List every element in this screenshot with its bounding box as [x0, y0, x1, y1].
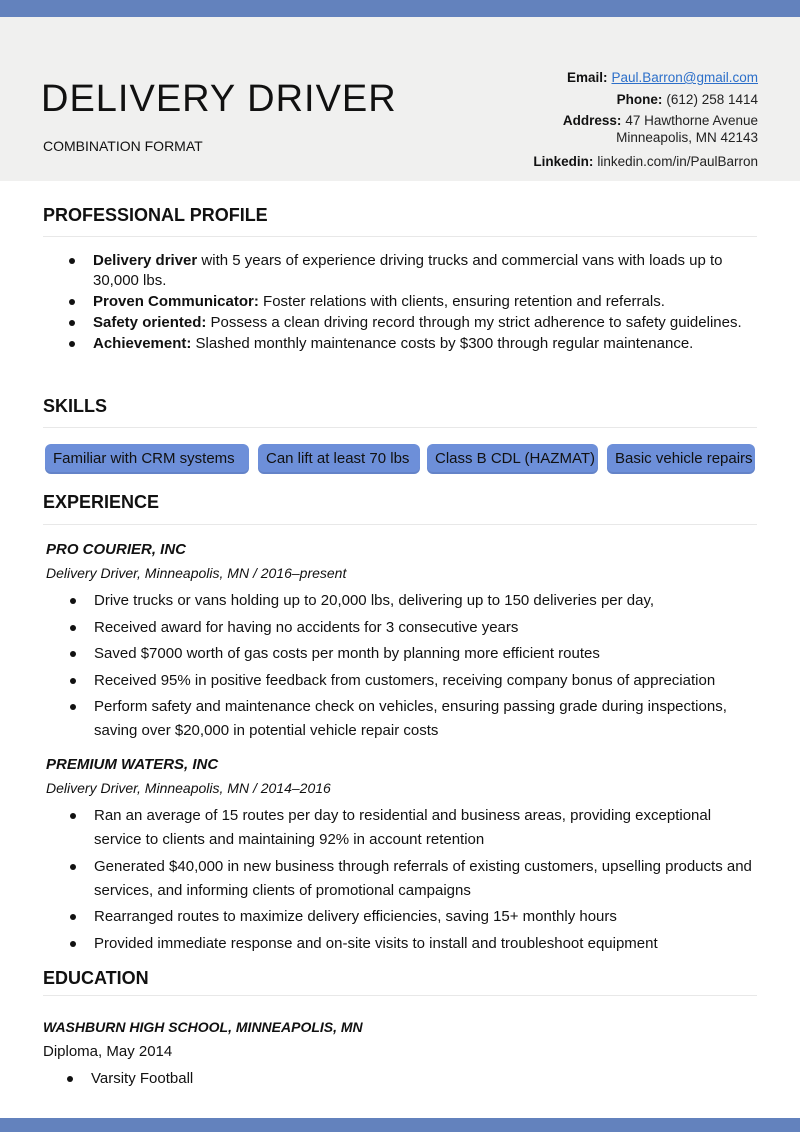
address-label: Address: — [562, 113, 622, 128]
job-bullet: Saved $7000 worth of gas costs per month by planning more efficient routes — [68, 642, 758, 666]
contact-phone-row — [533, 91, 758, 108]
skill-tag: Basic vehicle repairs — [607, 444, 755, 474]
contact-linkedin-row — [533, 153, 758, 170]
address-line1: 47 Hawthorne Avenue — [625, 113, 758, 128]
profile-item-lead: Proven Communicator: — [93, 293, 259, 310]
top-accent-bar — [0, 0, 800, 17]
section-title-profile: PROFESSIONAL PROFILE — [43, 205, 268, 225]
profile-item-lead: Safety oriented: — [93, 314, 207, 331]
resume-header — [0, 17, 800, 181]
section-title-experience: EXPERIENCE — [43, 492, 160, 512]
job-bullet: Generated $40,000 in new business through referrals of existing customers, upselling products and services, and informing clients of promotional campaigns — [68, 855, 758, 903]
job-bullet: Received award for having no accidents for 3 consecutive years — [68, 616, 758, 640]
address-line2: Minneapolis, MN 42143 — [616, 130, 758, 145]
school-name: WASHBURN HIGH SCHOOL, MINNEAPOLIS, MN — [43, 1019, 363, 1035]
job-role: Delivery Driver, Minneapolis, MN / 2016–present — [46, 565, 347, 581]
section-title-education: EDUCATION — [43, 968, 149, 988]
profile-item — [67, 292, 757, 312]
job-bullet: Rearranged routes to maximize delivery efficiencies, saving 15+ monthly hours — [68, 905, 758, 929]
contact-email-row — [533, 69, 758, 86]
contact-address-row — [533, 112, 758, 146]
profile-item-text: with 5 years of experience driving trucks and commercial vans with loads up to 30,000 lbs. — [93, 252, 723, 289]
bottom-accent-bar — [0, 1118, 800, 1132]
profile-item-text: Possess a clean driving record through my strict adherence to safety guidelines. — [206, 314, 742, 331]
profile-item-text: Slashed monthly maintenance costs by $300 through regular maintenance. — [191, 335, 694, 352]
phone-value: (612) 258 1414 — [666, 92, 758, 107]
section-divider — [43, 524, 757, 525]
linkedin-label: Linkedin: — [533, 154, 594, 169]
profile-item-lead: Achievement: — [93, 335, 192, 352]
diploma: Diploma, May 2014 — [43, 1043, 173, 1060]
profile-item-text: Foster relations with clients, ensuring retention and referrals. — [258, 293, 665, 310]
job-bullet: Drive trucks or vans holding up to 20,000 lbs, delivering up to 150 deliveries per day, — [68, 589, 758, 613]
section-divider — [43, 427, 757, 428]
job-bullet: Ran an average of 15 routes per day to residential and business areas, providing exceptional service to clients and maintaining 92% in account retention — [68, 804, 758, 852]
job-bullets — [68, 589, 758, 746]
section-divider — [43, 995, 757, 996]
phone-label: Phone: — [616, 92, 663, 107]
job-bullet: Perform safety and maintenance check on vehicles, ensuring passing grade during inspections, saving over $20,000 in potential vehicle repair costs — [68, 695, 758, 743]
skill-tag: Can lift at least 70 lbs — [258, 444, 420, 474]
education-bullet: Varsity Football — [65, 1068, 665, 1090]
profile-item — [67, 251, 757, 291]
profile-list — [67, 251, 757, 355]
job-role: Delivery Driver, Minneapolis, MN / 2014–2016 — [46, 780, 331, 796]
linkedin-link[interactable]: linkedin.com/in/PaulBarron — [597, 154, 758, 169]
profile-item — [67, 334, 757, 354]
resume-title: DELIVERY DRIVER — [41, 78, 397, 120]
profile-item-lead: Delivery driver — [93, 252, 198, 269]
email-link[interactable]: Paul.Barron@gmail.com — [611, 70, 758, 85]
section-title-skills: SKILLS — [43, 396, 108, 416]
job-company: PRO COURIER, INC — [46, 541, 187, 558]
job-bullet: Provided immediate response and on-site visits to install and troubleshoot equipment — [68, 932, 758, 956]
job-bullets — [68, 804, 758, 958]
skill-tag: Familiar with CRM systems — [45, 444, 249, 474]
education-bullets — [65, 1068, 665, 1090]
profile-item — [67, 313, 757, 333]
job-company: PREMIUM WATERS, INC — [46, 756, 219, 773]
resume-format-label: COMBINATION FORMAT — [43, 138, 203, 154]
skill-tag: Class B CDL (HAZMAT) — [427, 444, 598, 474]
contact-block — [533, 69, 758, 175]
section-divider — [43, 236, 757, 237]
email-label: Email: — [566, 70, 608, 85]
job-bullet: Received 95% in positive feedback from customers, receiving company bonus of appreciation — [68, 669, 758, 693]
